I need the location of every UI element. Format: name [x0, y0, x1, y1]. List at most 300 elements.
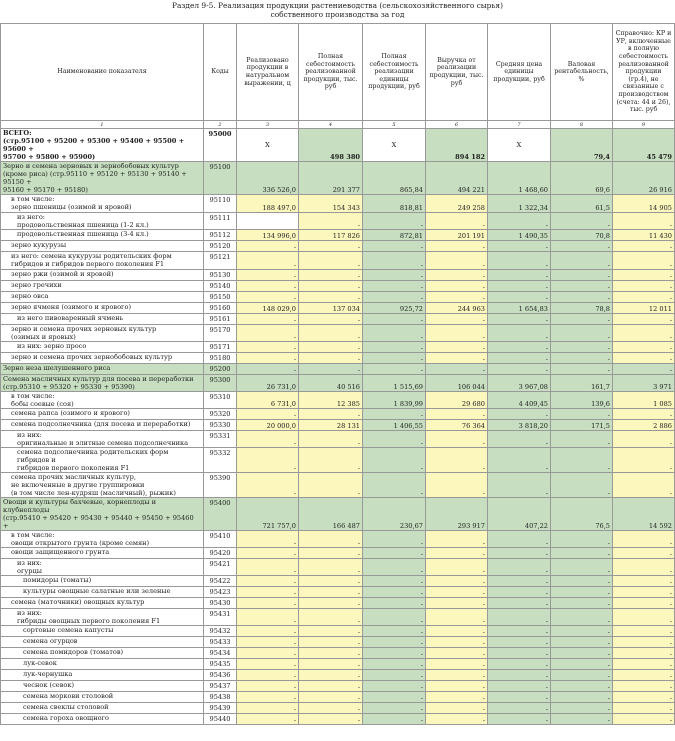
cell-c9: -: [613, 587, 675, 598]
row-code: 95100: [204, 162, 237, 195]
row-name: в том числе: овощи открытого грунта (кроме семян): [1, 531, 204, 548]
cell-c9: -: [613, 626, 675, 637]
cell-c3: [237, 213, 299, 230]
row-name: Семена масличных культур для посева и переработки (стр.95310 + 95320 + 95330 + 95390): [1, 375, 204, 392]
cell-c7: -: [488, 353, 551, 364]
cell-c4: -: [299, 531, 363, 548]
cell-c8: -: [551, 270, 613, 281]
row-name: зерно гречихи: [1, 281, 204, 292]
section-title-line2: собственного производства за год: [270, 10, 405, 19]
row-name: из него: продовольственная пшеница (1-2 кл.): [1, 213, 204, 230]
row-name: зерно и семена прочих зерновых культур (озимых и яровых): [1, 325, 204, 342]
column-number: 5: [363, 121, 426, 129]
cell-c6: -: [426, 670, 488, 681]
cell-c5: 1 515,69: [363, 375, 426, 392]
cell-c7: -: [488, 609, 551, 626]
cell-c6: -: [426, 473, 488, 498]
table-row: [1, 241, 675, 252]
table-row: [1, 448, 675, 473]
cell-c3: -: [237, 473, 299, 498]
cell-c4: -: [299, 714, 363, 725]
cell-c7: -: [488, 692, 551, 703]
row-name: зерно кукурузы: [1, 241, 204, 252]
cell-c5: -: [363, 714, 426, 725]
cell-c6: -: [426, 548, 488, 559]
column-number: 1: [1, 121, 204, 129]
row-name: семена рапса (озимого и ярового): [1, 409, 204, 420]
row-name: зерно овса: [1, 292, 204, 303]
cell-c6: -: [426, 692, 488, 703]
table-row: [1, 213, 675, 230]
row-code: 95435: [204, 659, 237, 670]
row-code: 95161: [204, 314, 237, 325]
row-code: 95431: [204, 609, 237, 626]
cell-c3: X: [237, 129, 299, 162]
cell-c6: -: [426, 213, 488, 230]
table-row: [1, 703, 675, 714]
row-code: 95120: [204, 241, 237, 252]
row-name: семена огурцов: [1, 637, 204, 648]
table-row: [1, 659, 675, 670]
table-row: [1, 609, 675, 626]
cell-c9: 2 886: [613, 420, 675, 431]
cell-c4: -: [299, 292, 363, 303]
cell-c4: 291 377: [299, 162, 363, 195]
cell-c6: -: [426, 598, 488, 609]
table-row: [1, 162, 675, 195]
cell-c9: 3 971: [613, 375, 675, 392]
cell-c9: -: [613, 409, 675, 420]
cell-c6: -: [426, 241, 488, 252]
cell-c6: 249 258: [426, 195, 488, 213]
cell-c5: -: [363, 342, 426, 353]
cell-c6: 76 364: [426, 420, 488, 431]
row-name: Зерно неза шелушенного риса: [1, 364, 204, 375]
cell-c8: -: [551, 576, 613, 587]
row-name: из них: гибриды овощных первого поколения F1: [1, 609, 204, 626]
cell-c6: 293 917: [426, 498, 488, 531]
cell-c5: -: [363, 703, 426, 714]
row-name: продовольственная пшеница (3-4 кл.): [1, 230, 204, 241]
cell-c8: -: [551, 431, 613, 448]
table-row: [1, 473, 675, 498]
cell-c5: -: [363, 659, 426, 670]
cell-c6: -: [426, 648, 488, 659]
cell-c5: -: [363, 448, 426, 473]
row-name: в том числе: бобы соевые (соя): [1, 392, 204, 409]
cell-c8: -: [551, 548, 613, 559]
cell-c7: 3 818,20: [488, 420, 551, 431]
row-code: 95438: [204, 692, 237, 703]
cell-c8: -: [551, 681, 613, 692]
cell-c6: -: [426, 531, 488, 548]
cell-c6: -: [426, 703, 488, 714]
cell-c4: -: [299, 353, 363, 364]
table-row: [1, 587, 675, 598]
table-row: [1, 681, 675, 692]
cell-c3: 188 497,0: [237, 195, 299, 213]
cell-c4: -: [299, 587, 363, 598]
cell-c8: -: [551, 252, 613, 270]
cell-c7: -: [488, 681, 551, 692]
row-name: из них: оригинальные и элитные семена подсолнечника: [1, 431, 204, 448]
cell-c9: -: [613, 548, 675, 559]
row-name: зерно ячменя (озимого и ярового): [1, 303, 204, 314]
cell-c7: -: [488, 281, 551, 292]
cell-c8: -: [551, 213, 613, 230]
cell-c9: 45 479: [613, 129, 675, 162]
cell-c5: -: [363, 473, 426, 498]
row-code: 95171: [204, 342, 237, 353]
cell-c5: -: [363, 353, 426, 364]
table-row: [1, 531, 675, 548]
cell-c9: -: [613, 576, 675, 587]
cell-c4: -: [299, 431, 363, 448]
row-code: 95423: [204, 587, 237, 598]
row-code: 95430: [204, 598, 237, 609]
cell-c6: -: [426, 325, 488, 342]
cell-c4: 166 487: [299, 498, 363, 531]
cell-c6: -: [426, 576, 488, 587]
cell-c9: -: [613, 448, 675, 473]
cell-c6: -: [426, 448, 488, 473]
cell-c7: -: [488, 714, 551, 725]
cell-c4: 498 380: [299, 129, 363, 162]
cell-c9: -: [613, 659, 675, 670]
cell-c7: -: [488, 598, 551, 609]
cell-c3: 721 757,0: [237, 498, 299, 531]
cell-c4: -: [299, 626, 363, 637]
cell-c5: 872,81: [363, 230, 426, 241]
cell-c3: -: [237, 270, 299, 281]
cell-c8: -: [551, 342, 613, 353]
row-code: 95170: [204, 325, 237, 342]
header-cell: Средняя цена единицы продукции, руб: [488, 24, 551, 121]
cell-c9: 1 085: [613, 392, 675, 409]
cell-c6: -: [426, 281, 488, 292]
cell-c5: -: [363, 409, 426, 420]
row-code: 95160: [204, 303, 237, 314]
cell-c3: -: [237, 670, 299, 681]
row-code: 95434: [204, 648, 237, 659]
cell-c7: 3 967,08: [488, 375, 551, 392]
cell-c4: 28 131: [299, 420, 363, 431]
header-cell: Полная себестоимость реализации единицы продукции, руб: [363, 24, 426, 121]
cell-c7: -: [488, 431, 551, 448]
cell-c3: 134 996,0: [237, 230, 299, 241]
cell-c9: -: [613, 353, 675, 364]
cell-c7: -: [488, 548, 551, 559]
table-row: [1, 637, 675, 648]
cell-c6: -: [426, 292, 488, 303]
table-row: [1, 670, 675, 681]
cell-c6: -: [426, 626, 488, 637]
cell-c7: 1 654,83: [488, 303, 551, 314]
cell-c3: -: [237, 637, 299, 648]
row-code: 95330: [204, 420, 237, 431]
row-name: овощи защищенного грунта: [1, 548, 204, 559]
cell-c5: -: [363, 314, 426, 325]
cell-c9: -: [613, 213, 675, 230]
cell-c6: -: [426, 587, 488, 598]
row-code: 95111: [204, 213, 237, 230]
cell-c7: -: [488, 409, 551, 420]
cell-c8: -: [551, 609, 613, 626]
cell-c8: -: [551, 364, 613, 375]
cell-c7: -: [488, 314, 551, 325]
cell-c7: -: [488, 342, 551, 353]
cell-c6: -: [426, 342, 488, 353]
cell-c9: -: [613, 325, 675, 342]
cell-c3: 6 731,0: [237, 392, 299, 409]
cell-c7: -: [488, 213, 551, 230]
row-code: 95180: [204, 353, 237, 364]
cell-c9: -: [613, 670, 675, 681]
row-name: семена помидоров (томатов): [1, 648, 204, 659]
cell-c7: 1 468,60: [488, 162, 551, 195]
cell-c9: -: [613, 681, 675, 692]
cell-c5: -: [363, 292, 426, 303]
row-code: 95121: [204, 252, 237, 270]
cell-c3: -: [237, 353, 299, 364]
cell-c5: -: [363, 587, 426, 598]
cell-c3: -: [237, 576, 299, 587]
cell-c7: 1 490,35: [488, 230, 551, 241]
table-row: [1, 375, 675, 392]
cell-c3: -: [237, 598, 299, 609]
cell-c5: -: [363, 626, 426, 637]
cell-c7: 1 322,34: [488, 195, 551, 213]
cell-c4: -: [299, 598, 363, 609]
cell-c3: 336 526,0: [237, 162, 299, 195]
cell-c7: -: [488, 659, 551, 670]
cell-c3: -: [237, 252, 299, 270]
cell-c6: 201 191: [426, 230, 488, 241]
cell-c6: -: [426, 252, 488, 270]
row-name: культуры овощные салатные или зеленые: [1, 587, 204, 598]
cell-c5: -: [363, 637, 426, 648]
cell-c8: -: [551, 692, 613, 703]
cell-c7: 407,22: [488, 498, 551, 531]
cell-c8: -: [551, 703, 613, 714]
cell-c3: -: [237, 531, 299, 548]
cell-c8: -: [551, 409, 613, 420]
cell-c3: -: [237, 714, 299, 725]
realization-table: [0, 23, 675, 725]
row-name: из него пивоваренный ячмень: [1, 314, 204, 325]
cell-c4: -: [299, 648, 363, 659]
row-name: из них: огурцы: [1, 559, 204, 576]
column-number: 4: [299, 121, 363, 129]
table-row: [1, 431, 675, 448]
row-name: Овощи и культуры бахчевые, корнеплоды и клубнеплоды (стр.95410 + 95420 + 95430 + 95440 + 95450 + 95460 +: [1, 498, 204, 531]
header-cell: Коды: [204, 24, 237, 121]
header-cell: Реализовано продукции в натуральном выражении, ц: [237, 24, 299, 121]
cell-c4: -: [299, 325, 363, 342]
cell-c3: -: [237, 648, 299, 659]
cell-c4: -: [299, 314, 363, 325]
cell-c9: -: [613, 609, 675, 626]
cell-c7: -: [488, 531, 551, 548]
table-row: [1, 692, 675, 703]
column-number: 3: [237, 121, 299, 129]
cell-c5: -: [363, 213, 426, 230]
cell-c8: 76,5: [551, 498, 613, 531]
cell-c4: -: [299, 213, 363, 230]
header-cell: Полная себестоимость реализованной продукции, тыс. руб: [299, 24, 363, 121]
cell-c8: -: [551, 637, 613, 648]
section-title: [0, 0, 675, 23]
cell-c9: -: [613, 241, 675, 252]
row-code: 95332: [204, 448, 237, 473]
cell-c5: -: [363, 325, 426, 342]
table-row: [1, 195, 675, 213]
cell-c5: -: [363, 598, 426, 609]
cell-c6: -: [426, 431, 488, 448]
table-row: [1, 559, 675, 576]
cell-c5: 865,84: [363, 162, 426, 195]
cell-c9: -: [613, 252, 675, 270]
cell-c5: -: [363, 670, 426, 681]
row-code: 95437: [204, 681, 237, 692]
cell-c7: X: [488, 129, 551, 162]
cell-c8: -: [551, 353, 613, 364]
cell-c5: -: [363, 648, 426, 659]
header-cell: Выручка от реализации продукции, тыс. руб: [426, 24, 488, 121]
table-row: [1, 281, 675, 292]
table-row: [1, 420, 675, 431]
row-code: 95310: [204, 392, 237, 409]
cell-c7: -: [488, 703, 551, 714]
cell-c9: 11 430: [613, 230, 675, 241]
cell-c9: -: [613, 648, 675, 659]
row-name: лук-севок: [1, 659, 204, 670]
row-code: 95421: [204, 559, 237, 576]
cell-c9: -: [613, 637, 675, 648]
row-name: сортовые семена капусты: [1, 626, 204, 637]
cell-c5: -: [363, 548, 426, 559]
cell-c3: -: [237, 409, 299, 420]
cell-c6: -: [426, 659, 488, 670]
cell-c4: -: [299, 270, 363, 281]
cell-c9: 14 905: [613, 195, 675, 213]
cell-c5: -: [363, 431, 426, 448]
cell-c4: -: [299, 409, 363, 420]
row-name: семена свеклы столовой: [1, 703, 204, 714]
table-row: [1, 252, 675, 270]
cell-c7: 4 409,45: [488, 392, 551, 409]
cell-c3: -: [237, 314, 299, 325]
cell-c7: -: [488, 364, 551, 375]
cell-c6: 29 680: [426, 392, 488, 409]
cell-c8: -: [551, 531, 613, 548]
cell-c9: -: [613, 281, 675, 292]
cell-c4: -: [299, 342, 363, 353]
cell-c4: -: [299, 252, 363, 270]
table-row: [1, 626, 675, 637]
row-name: семена гороха овощного: [1, 714, 204, 725]
cell-c6: -: [426, 637, 488, 648]
header-cell: Наименование показателя: [1, 24, 204, 121]
row-name: семена подсолнечника (для посева и переработки): [1, 420, 204, 431]
cell-c8: -: [551, 626, 613, 637]
cell-c5: 818,81: [363, 195, 426, 213]
row-name: ВСЕГО: (стр.95100 + 95200 + 95300 + 95400 + 95500 + 95600 + 95700 + 95800 + 95900): [1, 129, 204, 162]
cell-c8: 171,5: [551, 420, 613, 431]
cell-c3: 20 000,0: [237, 420, 299, 431]
cell-c6: 106 044: [426, 375, 488, 392]
row-code: 95410: [204, 531, 237, 548]
cell-c8: -: [551, 473, 613, 498]
row-code: 95436: [204, 670, 237, 681]
cell-c4: 117 826: [299, 230, 363, 241]
cell-c8: -: [551, 281, 613, 292]
row-name: помидоры (томаты): [1, 576, 204, 587]
cell-c6: 494 221: [426, 162, 488, 195]
table-row: [1, 342, 675, 353]
row-name: из них: зерно просо: [1, 342, 204, 353]
cell-c7: -: [488, 637, 551, 648]
table-row: [1, 353, 675, 364]
cell-c7: -: [488, 252, 551, 270]
cell-c8: -: [551, 325, 613, 342]
cell-c8: -: [551, 314, 613, 325]
row-code: 95112: [204, 230, 237, 241]
column-number: 2: [204, 121, 237, 129]
cell-c5: -: [363, 531, 426, 548]
cell-c4: 12 385: [299, 392, 363, 409]
cell-c6: -: [426, 353, 488, 364]
cell-c5: 925,72: [363, 303, 426, 314]
cell-c8: -: [551, 587, 613, 598]
row-name: лук-чернушка: [1, 670, 204, 681]
cell-c6: -: [426, 364, 488, 375]
cell-c9: -: [613, 531, 675, 548]
cell-c8: 139,6: [551, 392, 613, 409]
row-code: 95439: [204, 703, 237, 714]
cell-c5: -: [363, 252, 426, 270]
row-code: 95432: [204, 626, 237, 637]
cell-c4: -: [299, 576, 363, 587]
cell-c6: -: [426, 314, 488, 325]
column-number: 8: [551, 121, 613, 129]
cell-c5: -: [363, 692, 426, 703]
cell-c4: 154 343: [299, 195, 363, 213]
cell-c3: -: [237, 703, 299, 714]
cell-c4: -: [299, 281, 363, 292]
cell-c5: -: [363, 364, 426, 375]
cell-c5: X: [363, 129, 426, 162]
row-code: 95130: [204, 270, 237, 281]
cell-c9: -: [613, 692, 675, 703]
cell-c5: -: [363, 281, 426, 292]
cell-c9: -: [613, 364, 675, 375]
table-row: [1, 292, 675, 303]
cell-c4: -: [299, 559, 363, 576]
cell-c4: -: [299, 448, 363, 473]
cell-c9: -: [613, 473, 675, 498]
section-title-line1: Раздел 9-5. Реализация продукции растениеводства (сельскохозяйственного сырья): [172, 1, 503, 10]
table-row: [1, 364, 675, 375]
cell-c6: 894 182: [426, 129, 488, 162]
cell-c6: -: [426, 714, 488, 725]
column-number: 7: [488, 121, 551, 129]
row-code: 95400: [204, 498, 237, 531]
cell-c3: -: [237, 241, 299, 252]
cell-c3: -: [237, 448, 299, 473]
table-row: [1, 392, 675, 409]
table-row: [1, 230, 675, 241]
